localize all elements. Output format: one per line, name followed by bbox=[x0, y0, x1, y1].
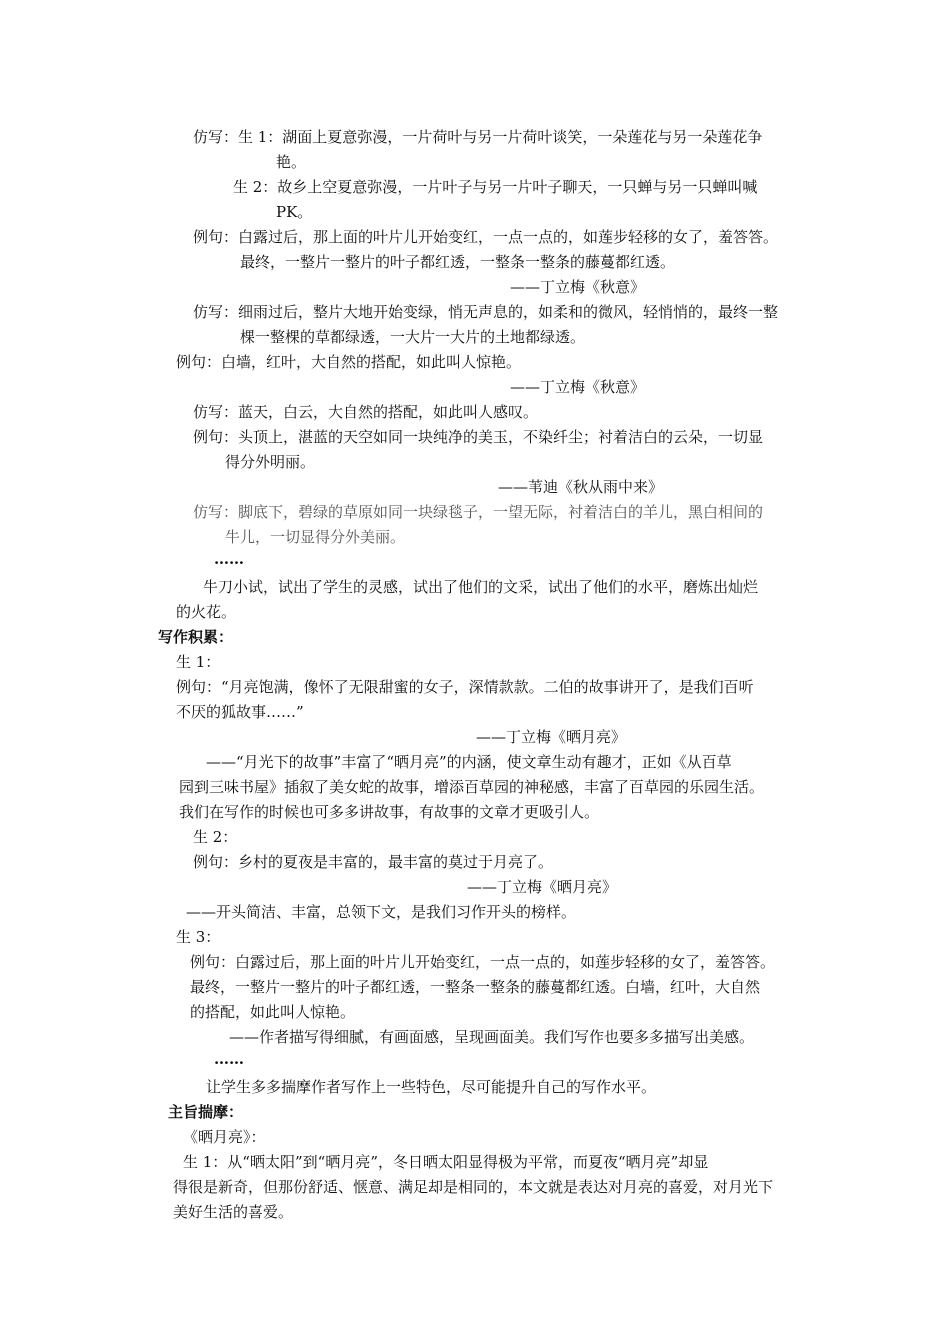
text-line: 让学生多多揣摩作者写作上一些特色，尽可能提升自己的写作水平。 bbox=[206, 1078, 657, 1096]
text-line: 的火花。 bbox=[176, 603, 237, 621]
attribution: ——丁立梅《秋意》 bbox=[510, 378, 646, 396]
student-label: 生 2： bbox=[193, 828, 238, 846]
text-line: 生 2：故乡上空夏意弥漫，一片叶子与另一片叶子聊天，一只蝉与另一只蝉叫喊 bbox=[233, 178, 758, 196]
text-line: ——作者描写得细腻，有画面感，呈现画面美。我们写作也要多多描写出美感。 bbox=[229, 1028, 755, 1046]
ellipsis: …… bbox=[214, 550, 244, 568]
attribution: ——丁立梅《晒月亮》 bbox=[476, 728, 627, 746]
section-heading: 主旨揣摩： bbox=[168, 1103, 244, 1121]
text-line: 仿写：细雨过后，整片大地开始变绿，悄无声息的，如柔和的微风，轻悄悄的，最终一整 bbox=[193, 303, 779, 321]
text-line: 得很是新奇，但那份舒适、惬意、满足却是相同的，本文就是表达对月亮的喜爱，对月光下 bbox=[173, 1178, 774, 1196]
section-heading: 写作积累： bbox=[158, 628, 234, 646]
text-line: 仿写：蓝天，白云，大自然的搭配，如此叫人感叹。 bbox=[193, 403, 539, 421]
text-line: 我们在写作的时候也可多多讲故事，有故事的文章才更吸引人。 bbox=[179, 803, 600, 821]
text-line: 牛儿，一切显得分外美丽。 bbox=[225, 528, 406, 546]
text-line: 《晒月亮》： bbox=[183, 1128, 266, 1146]
text-line: 得分外明丽。 bbox=[225, 453, 316, 471]
text-line: ——开头简洁、丰富，总领下文，是我们习作开头的榜样。 bbox=[186, 903, 577, 921]
attribution: ——丁立梅《秋意》 bbox=[510, 278, 646, 296]
text-line: 仿写：生 1：湖面上夏意弥漫，一片荷叶与另一片荷叶谈笑，一朵莲花与另一朵莲花争 bbox=[193, 128, 763, 146]
text-line: ——“月光下的故事”丰富了“晒月亮”的内涵，使文章生动有趣才，正如《从百草 bbox=[206, 753, 732, 771]
text-line: 园到三味书屋》插叙了美女蛇的故事，增添百草园的神秘感，丰富了百草园的乐园生活。 bbox=[179, 778, 765, 796]
text-line: 生 1：从“晒太阳”到“晒月亮”，冬日晒太阳显得极为平常，而夏夜“晒月亮”却显 bbox=[183, 1153, 709, 1171]
attribution: ——丁立梅《晒月亮》 bbox=[467, 878, 618, 896]
text-line: 仿写：脚底下，碧绿的草原如同一块绿毯子，一望无际，衬着洁白的羊儿，黑白相间的 bbox=[193, 503, 764, 521]
text-line: 最终，一整片一整片的叶子都红透，一整条一整条的藤蔓都红透。 bbox=[240, 253, 676, 271]
text-line: 例句：白露过后，那上面的叶片儿开始变红，一点一点的，如莲步轻移的女了，羞答答。 bbox=[190, 953, 776, 971]
text-line: 不厌的狐故事……” bbox=[176, 703, 304, 721]
text-line: 例句：乡村的夏夜是丰富的，最丰富的莫过于月亮了。 bbox=[193, 853, 554, 871]
text-line: 美好生活的喜爱。 bbox=[173, 1203, 294, 1221]
text-line: 例句：白墙，红叶，大自然的搭配，如此叫人惊艳。 bbox=[176, 353, 522, 371]
text-line: 例句：头顶上，湛蓝的天空如同一块纯净的美玉，不染纤尘；衬着洁白的云朵，一切显 bbox=[193, 428, 764, 446]
text-line: 的搭配，如此叫人惊艳。 bbox=[190, 1003, 356, 1021]
ellipsis: …… bbox=[214, 1050, 244, 1068]
text-line: 例句：“月亮饱满，像怀了无限甜蜜的女子，深情款款。二伯的故事讲开了，是我们百听 bbox=[176, 678, 754, 696]
text-line: 棵一整棵的草都绿透，一大片一大片的土地都绿透。 bbox=[240, 328, 586, 346]
text-line: 牛刀小试，试出了学生的灵感，试出了他们的文采，试出了他们的水平，磨炼出灿烂 bbox=[203, 578, 759, 596]
text-line: 例句：白露过后，那上面的叶片儿开始变红，一点一点的，如莲步轻移的女了，羞答答。 bbox=[193, 228, 779, 246]
attribution: ——苇迪《秋从雨中来》 bbox=[498, 478, 664, 496]
text-line: PK。 bbox=[276, 203, 313, 221]
text-line: 最终，一整片一整片的叶子都红透，一整条一整条的藤蔓都红透。白墙，红叶，大自然 bbox=[190, 978, 761, 996]
student-label: 生 1： bbox=[176, 653, 221, 671]
text-line: 艳。 bbox=[276, 153, 307, 171]
student-label: 生 3： bbox=[176, 928, 221, 946]
